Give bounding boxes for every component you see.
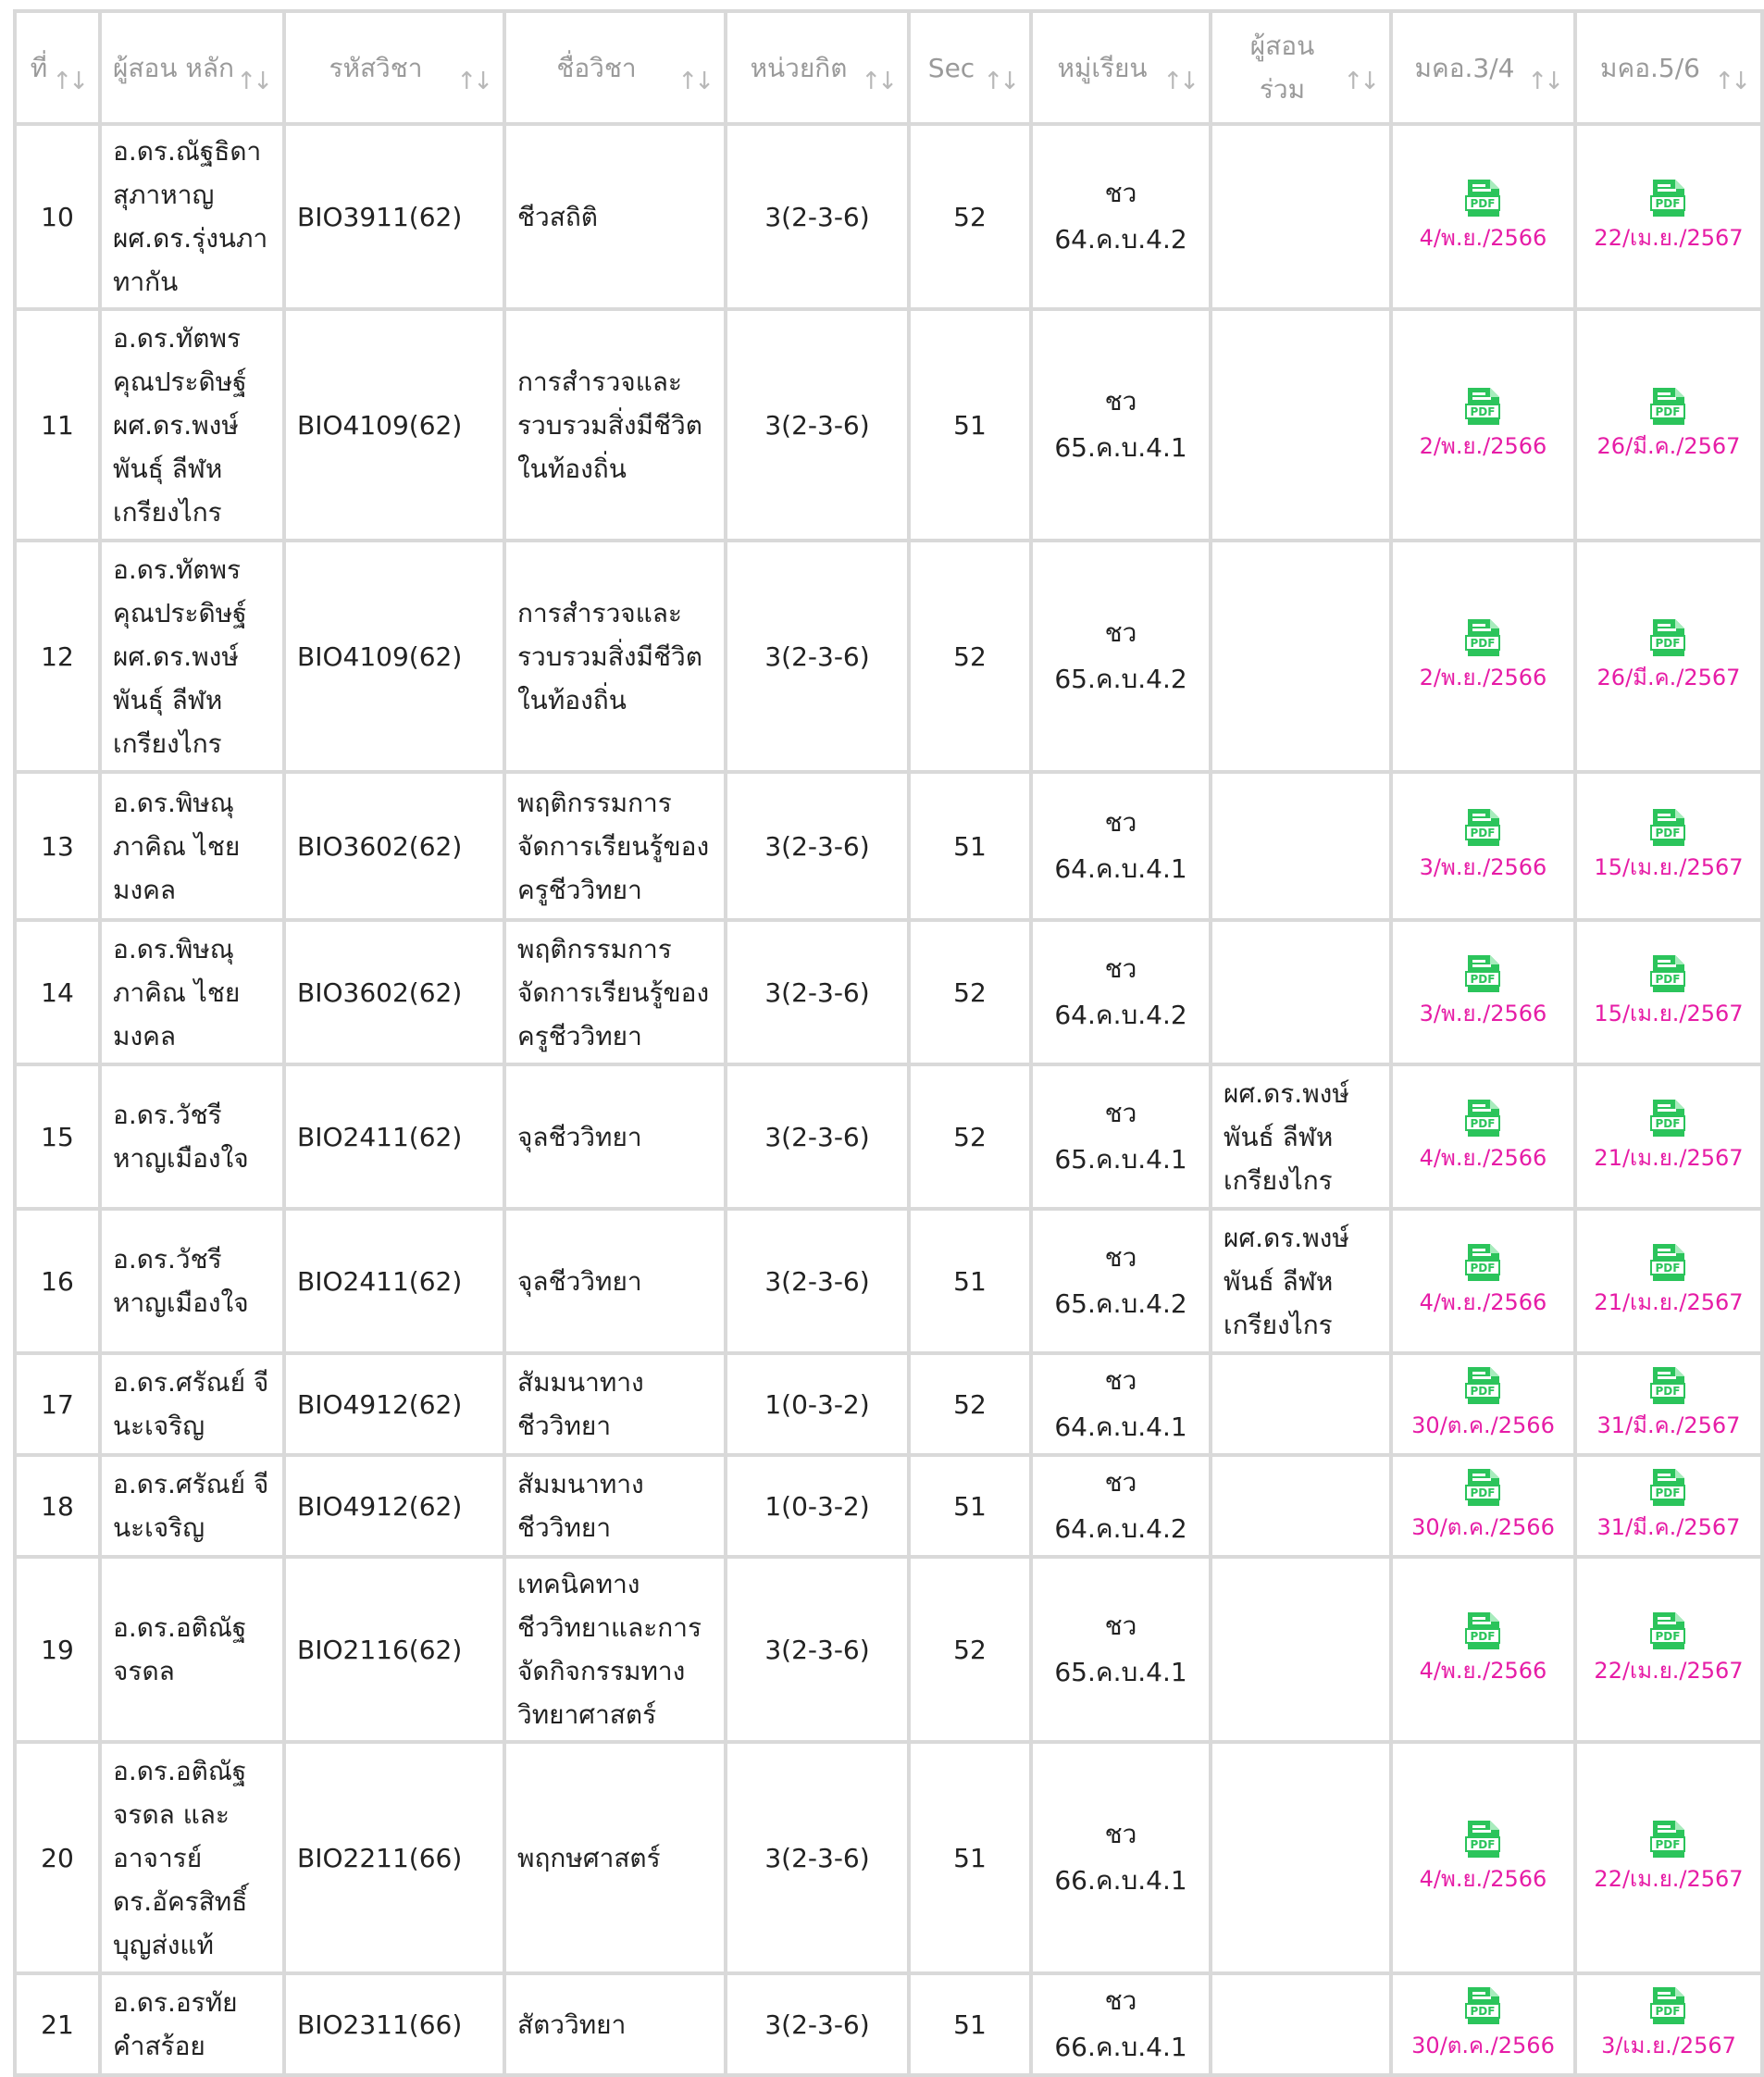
group-code: 64.ค.บ.4.2	[1054, 1513, 1187, 1544]
cell-no: 14	[15, 920, 100, 1064]
svg-text:PDF: PDF	[1655, 1385, 1681, 1398]
svg-text:PDF: PDF	[1655, 1262, 1681, 1275]
cell-code: BIO3911(62)	[284, 124, 504, 309]
group-code: 64.ค.บ.4.2	[1054, 224, 1187, 255]
cell-tqf56	[1575, 1064, 1762, 1209]
cell-sec: 52	[909, 920, 1031, 1064]
cell-sec: 52	[909, 1353, 1031, 1455]
sort-icon: ↑↓	[236, 68, 269, 95]
cell-course-name: สัมมนาทางชีววิทยา	[504, 1353, 726, 1455]
column-header-credit[interactable]	[726, 11, 909, 124]
svg-text:PDF: PDF	[1470, 1486, 1495, 1499]
cell-no: 16	[15, 1209, 100, 1353]
group-code: 64.ค.บ.4.1	[1054, 1412, 1187, 1442]
column-header-label: หน่วยกิต	[750, 52, 848, 83]
group-code: 64.ค.บ.4.2	[1054, 1000, 1187, 1030]
sort-icon: ↑↓	[1527, 68, 1560, 95]
cell-group	[1031, 1455, 1211, 1557]
cell-credit: 3(2-3-6)	[726, 1209, 909, 1353]
cell-teacher: อ.ดร.ศรัณย์ จีนะเจริญ	[100, 1353, 284, 1455]
svg-text:PDF: PDF	[1655, 637, 1681, 650]
table-row	[15, 1742, 1762, 1973]
cell-credit: 3(2-3-6)	[726, 1064, 909, 1209]
cell-tqf56	[1575, 772, 1762, 920]
column-header-label: ผู้สอน หลัก	[113, 52, 234, 83]
tqf34-date-link[interactable]: 4/พ.ย./2566	[1419, 1866, 1547, 1892]
cell-code: BIO2411(62)	[284, 1209, 504, 1353]
sort-icon: ↑↓	[456, 68, 490, 95]
group-major: ชว	[1104, 1819, 1137, 1849]
svg-text:PDF: PDF	[1655, 973, 1681, 986]
cell-tqf34	[1391, 1209, 1575, 1353]
table-row	[15, 920, 1762, 1064]
cell-teacher: อ.ดร.วัชรี หาญเมืองใจ	[100, 1209, 284, 1353]
cell-course-name: เทคนิคทางชีววิทยาและการจัดกิจกรรมทางวิทยาศาสตร์	[504, 1557, 726, 1742]
table-row	[15, 1973, 1762, 2075]
svg-text:PDF: PDF	[1655, 1838, 1681, 1851]
cell-code: BIO3602(62)	[284, 772, 504, 920]
sort-icon: ↑↓	[1162, 68, 1196, 95]
cell-tqf56	[1575, 1353, 1762, 1455]
cell-co-teacher	[1211, 309, 1391, 541]
cell-group	[1031, 1209, 1211, 1353]
tqf56-date-link[interactable]: 26/มี.ค./2567	[1596, 433, 1741, 459]
cell-code: BIO2211(66)	[284, 1742, 504, 1973]
cell-no: 19	[15, 1557, 100, 1742]
group-major: ชว	[1104, 617, 1137, 648]
sort-icon: ↑↓	[1343, 68, 1376, 95]
tqf34-date-link[interactable]: 30/ต.ค./2566	[1411, 1514, 1555, 1540]
pdf-file-icon[interactable]	[1649, 178, 1688, 218]
cell-no: 17	[15, 1353, 100, 1455]
cell-co-teacher: ผศ.ดร.พงษ์พันธ์ ลีฬห เกรียงไกร	[1211, 1064, 1391, 1209]
cell-code: BIO4912(62)	[284, 1455, 504, 1557]
cell-teacher: อ.ดร.พิษณุ ภาคิณ ไชยมงคล	[100, 772, 284, 920]
cell-course-name: สัมมนาทางชีววิทยา	[504, 1455, 726, 1557]
cell-sec: 52	[909, 124, 1031, 309]
group-code: 64.ค.บ.4.1	[1054, 853, 1187, 884]
pdf-file-icon[interactable]	[1464, 386, 1503, 427]
column-header-label: ผู้สอน ร่วม	[1249, 31, 1315, 105]
cell-tqf34	[1391, 920, 1575, 1064]
column-header-name[interactable]	[504, 11, 726, 124]
column-header-teacher[interactable]	[100, 11, 284, 124]
cell-tqf56	[1575, 1973, 1762, 2075]
pdf-file-icon[interactable]	[1649, 386, 1688, 427]
group-code: 65.ค.บ.4.2	[1054, 1288, 1187, 1319]
svg-text:PDF: PDF	[1470, 973, 1495, 986]
cell-course-name: การสำรวจและรวบรวมสิ่งมีชีวิตในท้องถิ่น	[504, 541, 726, 772]
pdf-file-icon[interactable]	[1649, 953, 1688, 994]
cell-tqf34	[1391, 541, 1575, 772]
group-major: ชว	[1104, 1365, 1137, 1396]
cell-teacher: อ.ดร.อรทัย คำสร้อย	[100, 1973, 284, 2075]
column-header-label: ชื่อวิชา	[556, 52, 637, 83]
cell-no: 10	[15, 124, 100, 309]
pdf-file-icon[interactable]	[1649, 1242, 1688, 1283]
column-header-label: มคอ.3/4	[1414, 52, 1515, 83]
cell-course-name: จุลชีววิทยา	[504, 1064, 726, 1209]
group-code: 65.ค.บ.4.1	[1054, 1144, 1187, 1175]
pdf-file-icon[interactable]	[1464, 1365, 1503, 1406]
cell-no: 18	[15, 1455, 100, 1557]
tqf56-date-link[interactable]: 15/เม.ย./2567	[1594, 854, 1744, 880]
cell-course-name: ชีวสถิติ	[504, 124, 726, 309]
group-major: ชว	[1104, 1985, 1137, 2016]
cell-teacher: อ.ดร.วัชรี หาญเมืองใจ	[100, 1064, 284, 1209]
cell-group	[1031, 124, 1211, 309]
group-major: ชว	[1104, 953, 1137, 984]
cell-credit: 3(2-3-6)	[726, 309, 909, 541]
cell-group	[1031, 1742, 1211, 1973]
column-header-group[interactable]	[1031, 11, 1211, 124]
pdf-file-icon[interactable]	[1464, 1611, 1503, 1651]
tqf56-date-link[interactable]: 3/เม.ย./2567	[1601, 2033, 1736, 2058]
course-table	[13, 9, 1764, 2077]
cell-course-name: จุลชีววิทยา	[504, 1209, 726, 1353]
cell-group	[1031, 1973, 1211, 2075]
cell-course-name: การสำรวจและรวบรวมสิ่งมีชีวิตในท้องถิ่น	[504, 309, 726, 541]
column-header-label: รหัสวิชา	[329, 52, 423, 83]
table-row	[15, 772, 1762, 920]
cell-course-name: พฤกษศาสตร์	[504, 1742, 726, 1973]
group-major: ชว	[1104, 1611, 1137, 1641]
cell-code: BIO4109(62)	[284, 541, 504, 772]
cell-credit: 3(2-3-6)	[726, 920, 909, 1064]
column-header-label: ที่	[30, 52, 48, 83]
table-row	[15, 1353, 1762, 1455]
svg-text:PDF: PDF	[1655, 1630, 1681, 1643]
cell-credit: 3(2-3-6)	[726, 541, 909, 772]
tqf34-date-link[interactable]: 30/ต.ค./2566	[1411, 2033, 1555, 2058]
cell-group	[1031, 920, 1211, 1064]
tqf34-date-link[interactable]: 30/ต.ค./2566	[1411, 1412, 1555, 1438]
cell-tqf34	[1391, 1973, 1575, 2075]
cell-tqf34	[1391, 1557, 1575, 1742]
table-row	[15, 541, 1762, 772]
cell-credit: 3(2-3-6)	[726, 124, 909, 309]
cell-credit: 3(2-3-6)	[726, 1742, 909, 1973]
pdf-file-icon[interactable]	[1649, 1985, 1688, 2026]
cell-course-name: พฤติกรรมการจัดการเรียนรู้ของครูชีววิทยา	[504, 772, 726, 920]
cell-tqf56	[1575, 124, 1762, 309]
cell-tqf56	[1575, 309, 1762, 541]
cell-co-teacher	[1211, 772, 1391, 920]
group-major: ชว	[1104, 1467, 1137, 1498]
header-row	[15, 11, 1762, 124]
svg-text:PDF: PDF	[1655, 827, 1681, 840]
table-row	[15, 309, 1762, 541]
pdf-file-icon[interactable]	[1464, 1819, 1503, 1859]
cell-co-teacher	[1211, 124, 1391, 309]
cell-group	[1031, 1353, 1211, 1455]
column-header-code[interactable]	[284, 11, 504, 124]
column-header-co-teacher[interactable]	[1211, 11, 1391, 124]
tqf56-date-link[interactable]: 22/เม.ย./2567	[1594, 1658, 1744, 1684]
cell-code: BIO4912(62)	[284, 1353, 504, 1455]
pdf-file-icon[interactable]	[1464, 617, 1503, 658]
cell-tqf34	[1391, 309, 1575, 541]
cell-group	[1031, 309, 1211, 541]
group-code: 66.ค.บ.4.1	[1054, 2032, 1187, 2062]
cell-course-name: สัตววิทยา	[504, 1973, 726, 2075]
table-body	[15, 124, 1762, 2075]
cell-sec: 51	[909, 772, 1031, 920]
cell-tqf34	[1391, 124, 1575, 309]
cell-tqf56	[1575, 541, 1762, 772]
svg-text:PDF: PDF	[1655, 405, 1681, 418]
tqf56-date-link[interactable]: 22/เม.ย./2567	[1594, 1866, 1744, 1892]
cell-teacher: อ.ดร.พิษณุ ภาคิณ ไชยมงคล	[100, 920, 284, 1064]
cell-code: BIO2311(66)	[284, 1973, 504, 2075]
svg-text:PDF: PDF	[1655, 1117, 1681, 1130]
table-row	[15, 1557, 1762, 1742]
tqf56-date-link[interactable]: 31/มี.ค./2567	[1596, 1412, 1741, 1438]
group-code: 65.ค.บ.4.2	[1054, 664, 1187, 694]
pdf-file-icon[interactable]	[1464, 1098, 1503, 1138]
tqf34-date-link[interactable]: 4/พ.ย./2566	[1419, 225, 1547, 251]
cell-sec: 52	[909, 1557, 1031, 1742]
cell-teacher: อ.ดร.อติณัฐ จรดล และ อาจารย์ ดร.อัครสิทธิ์ บุญส่งแท้	[100, 1742, 284, 1973]
cell-co-teacher	[1211, 1455, 1391, 1557]
cell-co-teacher: ผศ.ดร.พงษ์พันธ์ ลีฬห เกรียงไกร	[1211, 1209, 1391, 1353]
sort-icon: ↑↓	[983, 68, 1016, 95]
pdf-file-icon[interactable]	[1649, 1819, 1688, 1859]
svg-text:PDF: PDF	[1470, 1117, 1495, 1130]
pdf-file-icon[interactable]	[1649, 617, 1688, 658]
pdf-file-icon[interactable]	[1649, 1098, 1688, 1138]
table-row	[15, 1455, 1762, 1557]
column-header-label: หมู่เรียน	[1057, 52, 1148, 83]
column-header-tqf56[interactable]	[1575, 11, 1762, 124]
cell-tqf56	[1575, 1742, 1762, 1973]
tqf56-date-link[interactable]: 31/มี.ค./2567	[1596, 1514, 1741, 1540]
cell-code: BIO4109(62)	[284, 309, 504, 541]
cell-teacher: อ.ดร.ทัตพร คุณประดิษฐ์ ผศ.ดร.พงษ์พันธุ์ ลีฬห เกรียงไกร	[100, 309, 284, 541]
table-row	[15, 124, 1762, 309]
tqf56-date-link[interactable]: 21/เม.ย./2567	[1594, 1289, 1744, 1315]
cell-sec: 51	[909, 1455, 1031, 1557]
cell-teacher: อ.ดร.ณัฐธิดา สุภาหาญ ผศ.ดร.รุ่งนภา ทากัน	[100, 124, 284, 309]
cell-credit: 3(2-3-6)	[726, 772, 909, 920]
pdf-file-icon[interactable]	[1464, 953, 1503, 994]
tqf56-date-link[interactable]: 22/เม.ย./2567	[1594, 225, 1744, 251]
tqf34-date-link[interactable]: 4/พ.ย./2566	[1419, 1289, 1547, 1315]
svg-text:PDF: PDF	[1470, 1262, 1495, 1275]
group-major: ชว	[1104, 178, 1137, 208]
svg-text:PDF: PDF	[1655, 197, 1681, 210]
cell-tqf56	[1575, 1557, 1762, 1742]
pdf-file-icon[interactable]	[1464, 178, 1503, 218]
svg-text:PDF: PDF	[1470, 1630, 1495, 1643]
pdf-file-icon[interactable]	[1649, 807, 1688, 848]
cell-tqf56	[1575, 1209, 1762, 1353]
cell-sec: 52	[909, 1064, 1031, 1209]
cell-co-teacher	[1211, 1353, 1391, 1455]
cell-no: 12	[15, 541, 100, 772]
cell-credit: 3(2-3-6)	[726, 1557, 909, 1742]
cell-credit: 1(0-3-2)	[726, 1353, 909, 1455]
column-header-label: มคอ.5/6	[1600, 52, 1700, 83]
tqf34-date-link[interactable]: 2/พ.ย./2566	[1419, 433, 1547, 459]
cell-tqf56	[1575, 1455, 1762, 1557]
cell-no: 11	[15, 309, 100, 541]
tqf34-date-link[interactable]: 4/พ.ย./2566	[1419, 1658, 1547, 1684]
group-major: ชว	[1104, 386, 1137, 417]
cell-co-teacher	[1211, 1742, 1391, 1973]
svg-text:PDF: PDF	[1470, 827, 1495, 840]
cell-group	[1031, 1557, 1211, 1742]
tqf56-date-link[interactable]: 15/เม.ย./2567	[1594, 1001, 1744, 1026]
pdf-file-icon[interactable]	[1464, 1242, 1503, 1283]
cell-tqf56	[1575, 920, 1762, 1064]
column-header-tqf34[interactable]	[1391, 11, 1575, 124]
cell-co-teacher	[1211, 541, 1391, 772]
svg-text:PDF: PDF	[1655, 2005, 1681, 2018]
pdf-file-icon[interactable]	[1464, 807, 1503, 848]
cell-tqf34	[1391, 1353, 1575, 1455]
cell-no: 13	[15, 772, 100, 920]
cell-no: 20	[15, 1742, 100, 1973]
svg-text:PDF: PDF	[1470, 1385, 1495, 1398]
cell-code: BIO2411(62)	[284, 1064, 504, 1209]
cell-teacher: อ.ดร.ทัตพร คุณประดิษฐ์ ผศ.ดร.พงษ์พันธุ์ ลีฬห เกรียงไกร	[100, 541, 284, 772]
cell-sec: 52	[909, 541, 1031, 772]
tqf34-date-link[interactable]: 3/พ.ย./2566	[1419, 854, 1547, 880]
cell-group	[1031, 772, 1211, 920]
table-row	[15, 1209, 1762, 1353]
cell-teacher: อ.ดร.อติณัฐ จรดล	[100, 1557, 284, 1742]
svg-text:PDF: PDF	[1655, 1486, 1681, 1499]
group-code: 65.ค.บ.4.1	[1054, 1657, 1187, 1687]
pdf-file-icon[interactable]	[1464, 1985, 1503, 2026]
table-row	[15, 1064, 1762, 1209]
sort-icon: ↑↓	[861, 68, 894, 95]
cell-credit: 3(2-3-6)	[726, 1973, 909, 2075]
cell-tqf34	[1391, 1455, 1575, 1557]
cell-group	[1031, 541, 1211, 772]
group-code: 65.ค.บ.4.1	[1054, 432, 1187, 463]
cell-tqf34	[1391, 772, 1575, 920]
cell-co-teacher	[1211, 920, 1391, 1064]
pdf-file-icon[interactable]	[1649, 1611, 1688, 1651]
cell-credit: 1(0-3-2)	[726, 1455, 909, 1557]
column-header-sec[interactable]	[909, 11, 1031, 124]
cell-code: BIO2116(62)	[284, 1557, 504, 1742]
cell-teacher: อ.ดร.ศรัณย์ จีนะเจริญ	[100, 1455, 284, 1557]
tqf56-date-link[interactable]: 21/เม.ย./2567	[1594, 1145, 1744, 1171]
cell-sec: 51	[909, 1742, 1031, 1973]
column-header-label: Sec	[927, 52, 975, 83]
cell-sec: 51	[909, 1209, 1031, 1353]
cell-code: BIO3602(62)	[284, 920, 504, 1064]
svg-text:PDF: PDF	[1470, 637, 1495, 650]
cell-sec: 51	[909, 1973, 1031, 2075]
cell-tqf34	[1391, 1742, 1575, 1973]
cell-co-teacher	[1211, 1973, 1391, 2075]
pdf-file-icon[interactable]	[1649, 1365, 1688, 1406]
sort-icon: ↑↓	[52, 68, 85, 95]
cell-sec: 51	[909, 309, 1031, 541]
pdf-file-icon[interactable]	[1464, 1467, 1503, 1508]
svg-text:PDF: PDF	[1470, 197, 1495, 210]
group-major: ชว	[1104, 807, 1137, 838]
group-code: 66.ค.บ.4.1	[1054, 1865, 1187, 1896]
pdf-file-icon[interactable]	[1649, 1467, 1688, 1508]
cell-group	[1031, 1064, 1211, 1209]
cell-tqf34	[1391, 1064, 1575, 1209]
tqf34-date-link[interactable]: 4/พ.ย./2566	[1419, 1145, 1547, 1171]
tqf34-date-link[interactable]: 3/พ.ย./2566	[1419, 1001, 1547, 1026]
cell-co-teacher	[1211, 1557, 1391, 1742]
column-header-no[interactable]	[15, 11, 100, 124]
group-major: ชว	[1104, 1098, 1137, 1128]
tqf34-date-link[interactable]: 2/พ.ย./2566	[1419, 665, 1547, 690]
cell-no: 15	[15, 1064, 100, 1209]
svg-text:PDF: PDF	[1470, 2005, 1495, 2018]
svg-text:PDF: PDF	[1470, 405, 1495, 418]
svg-text:PDF: PDF	[1470, 1838, 1495, 1851]
cell-no: 21	[15, 1973, 100, 2075]
tqf56-date-link[interactable]: 26/มี.ค./2567	[1596, 665, 1741, 690]
sort-icon: ↑↓	[677, 68, 711, 95]
group-major: ชว	[1104, 1242, 1137, 1273]
sort-icon: ↑↓	[1714, 68, 1747, 95]
table-header	[15, 11, 1762, 124]
cell-course-name: พฤติกรรมการจัดการเรียนรู้ของครูชีววิทยา	[504, 920, 726, 1064]
